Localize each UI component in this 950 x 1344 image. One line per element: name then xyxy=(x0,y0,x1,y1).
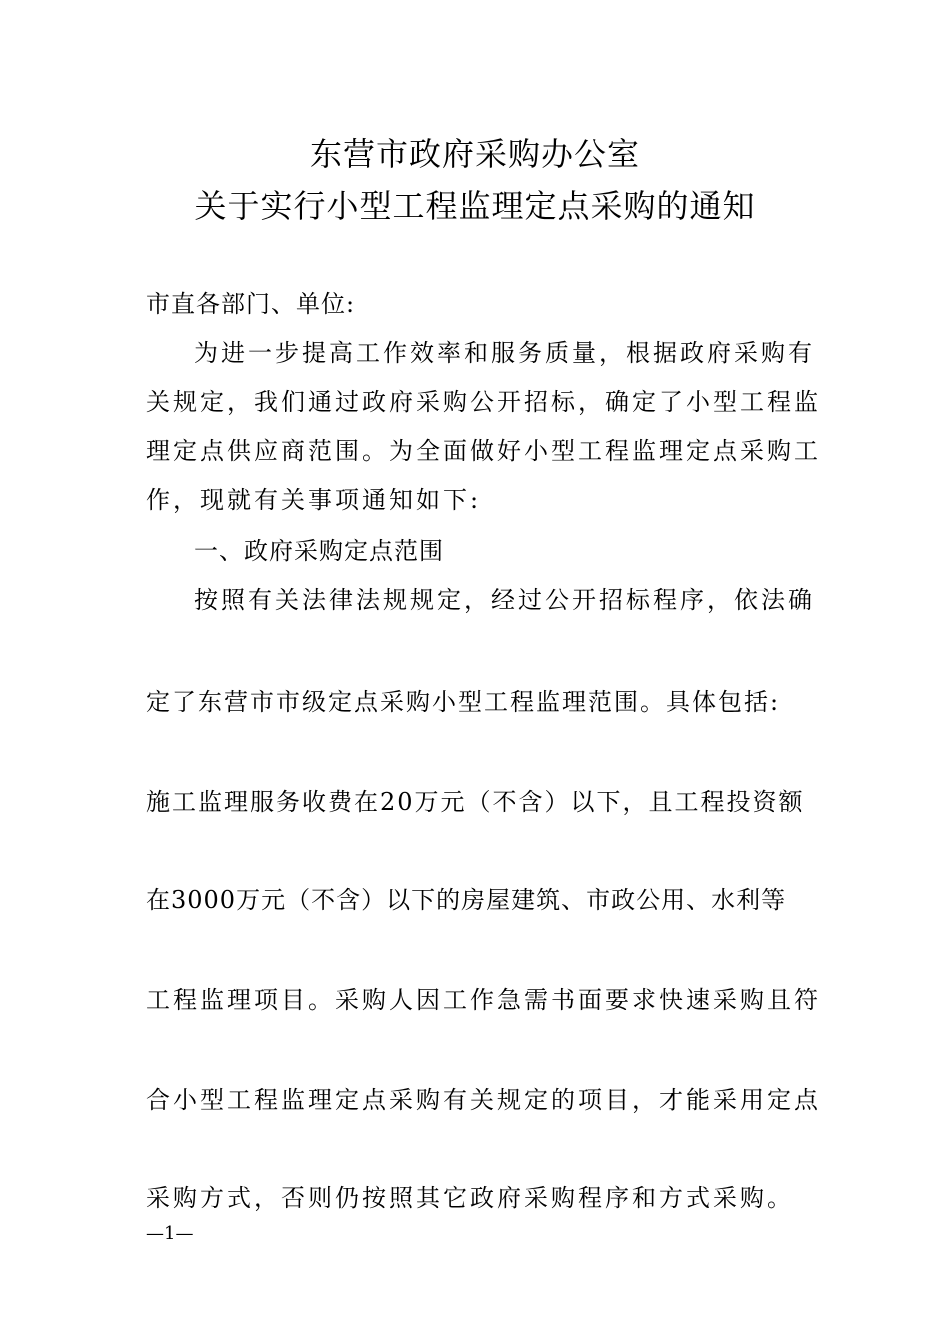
paragraph1-line-3: 理定点供应商范围。为全面做好小型工程监理定点采购工 xyxy=(146,437,821,465)
paragraph2-line-4: 在3000万元（不含）以下的房屋建筑、市政公用、水利等 xyxy=(146,886,787,914)
section1-heading: 一、政府采购定点范围 xyxy=(194,537,444,565)
paragraph2-line-6: 合小型工程监理定点采购有关规定的项目，才能采用定点 xyxy=(146,1086,821,1114)
title-line-1: 东营市政府采购办公室 xyxy=(309,135,640,173)
page-number: —1— xyxy=(146,1223,194,1244)
paragraph2-line-2: 定了东营市市级定点采购小型工程监理范围。具体包括: xyxy=(146,688,781,716)
paragraph1-line-1: 为进一步提高工作效率和服务质量，根据政府采购有 xyxy=(194,339,815,367)
paragraph1-line-2: 关规定，我们通过政府采购公开招标，确定了小型工程监 xyxy=(146,388,821,416)
paragraph1-line-4: 作，现就有关事项通知如下: xyxy=(146,486,482,514)
title-line-2: 关于实行小型工程监理定点采购的通知 xyxy=(194,187,756,225)
paragraph2-line-3: 施工监理服务收费在20万元（不含）以下，且工程投资额 xyxy=(146,788,805,816)
paragraph2-line-5: 工程监理项目。采购人因工作急需书面要求快速采购且符 xyxy=(146,986,821,1014)
paragraph2-line-1: 按照有关法律法规规定，经过公开招标程序，依法确 xyxy=(194,586,815,614)
paragraph2-line-7: 采购方式，否则仍按照其它政府采购程序和方式采购。 xyxy=(146,1184,794,1212)
salutation: 市直各部门、单位: xyxy=(146,290,356,318)
